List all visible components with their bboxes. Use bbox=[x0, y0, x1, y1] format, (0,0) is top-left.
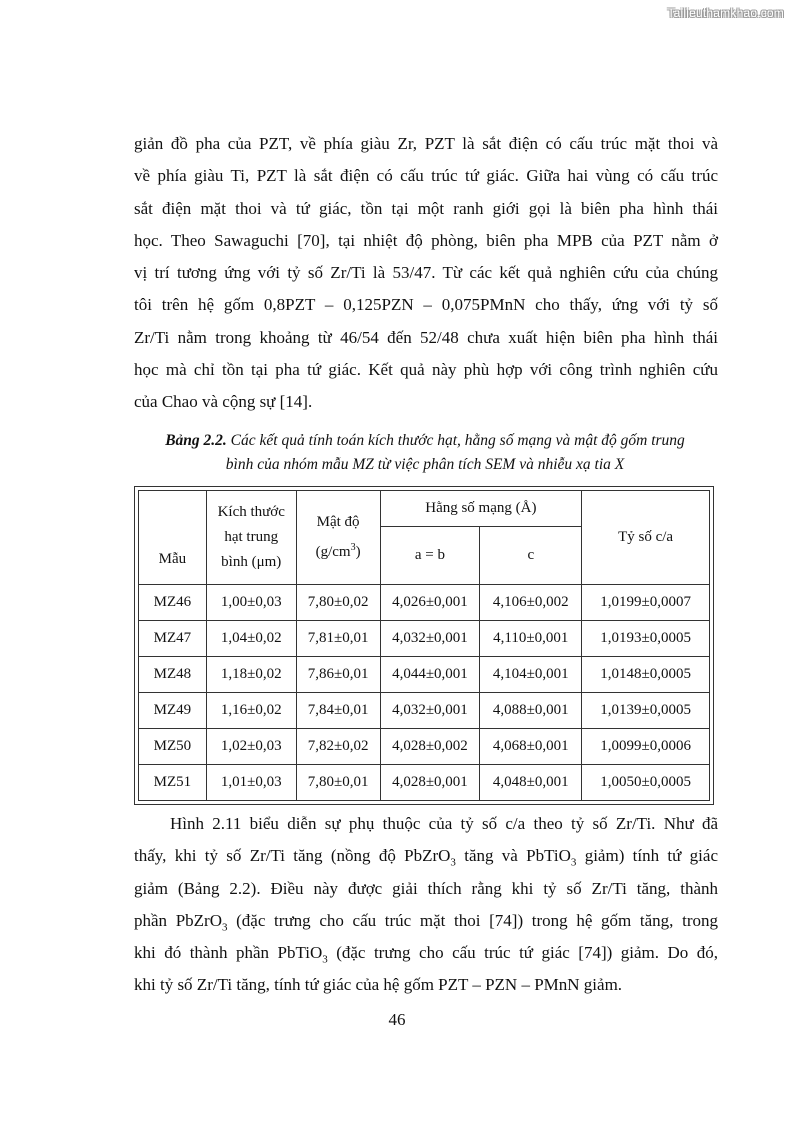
cell-ratio: 1,0193±0,0005 bbox=[582, 621, 710, 657]
cell-a: 4,044±0,001 bbox=[380, 657, 480, 693]
cell-sample: MZ46 bbox=[139, 585, 207, 621]
text-line: Zr/Ti nằm trong khoảng từ 46/54 đến 52/48 chưa xuất hiện biên pha hình thái bbox=[134, 327, 718, 347]
paragraph-1 bbox=[134, 128, 718, 419]
paragraph-2 bbox=[134, 808, 718, 1002]
cell-ratio: 1,0199±0,0007 bbox=[582, 585, 710, 621]
cell-sample: MZ47 bbox=[139, 621, 207, 657]
cell-density: 7,86±0,01 bbox=[296, 657, 380, 693]
header-density: Mật độ $(g/cm^3)$ bbox=[296, 491, 380, 585]
text-line: của Chao và cộng sự [14]. bbox=[134, 392, 313, 412]
cell-c: 4,048±0,001 bbox=[480, 765, 582, 801]
cell-grain-size: 1,16±0,02 bbox=[206, 693, 296, 729]
text-line: thấy, khi tỷ số Zr/Ti tăng (nồng độ PbZrO$_3$ tăng và PbTiO$_3$ giảm) tính tứ giác bbox=[134, 846, 718, 869]
cell-density: 7,80±0,02 bbox=[296, 585, 380, 621]
cell-grain-size: 1,00±0,03 bbox=[206, 585, 296, 621]
text-line: vị trí tương ứng với tỷ số Zr/Ti là 53/47. Từ các kết quả nghiên cứu của chúng bbox=[134, 263, 718, 283]
table-row bbox=[139, 765, 710, 801]
text-line: sắt điện mặt thoi và tứ giác, tồn tại một ranh giới gọi là biên pha hình thái bbox=[134, 198, 718, 218]
caption-line bbox=[100, 429, 750, 453]
text-line: giản đồ pha của PZT, về phía giàu Zr, PZT là sắt điện có cấu trúc mặt thoi và bbox=[134, 134, 718, 153]
table-row bbox=[139, 621, 710, 657]
text-line: học. Theo Sawaguchi [70], tại nhiệt độ phòng, biên pha MPB của PZT nằm ở bbox=[134, 230, 718, 250]
watermark: Tailieuthamkhao.com bbox=[667, 6, 784, 20]
text-line: tôi trên hệ gốm 0,8PZT – 0,125PZN – 0,075PMnN cho thấy, ứng với tỷ số bbox=[134, 295, 718, 315]
cell-density: 7,84±0,01 bbox=[296, 693, 380, 729]
text-line: khi tỷ số Zr/Ti tăng, tính tứ giác của hệ gốm PZT – PZN – PMnN giảm. bbox=[134, 975, 623, 995]
text-line: khi đó thành phần PbTiO$_3$ (đặc trưng cho cấu trúc tứ giác [74]) giảm. Do đó, bbox=[134, 943, 719, 966]
cell-ratio: 1,0148±0,0005 bbox=[582, 657, 710, 693]
cell-grain-size: 1,18±0,02 bbox=[206, 657, 296, 693]
header-a-eq-b: a = b bbox=[380, 527, 480, 585]
cell-sample: MZ50 bbox=[139, 729, 207, 765]
cell-grain-size: 1,04±0,02 bbox=[206, 621, 296, 657]
table-row bbox=[139, 693, 710, 729]
table-row bbox=[139, 729, 710, 765]
text-line: Hình 2.11 biểu diễn sự phụ thuộc của tỷ số c/a theo tỷ số Zr/Ti. Như đã bbox=[170, 814, 718, 833]
cell-grain-size: 1,02±0,03 bbox=[206, 729, 296, 765]
cell-c: 4,110±0,001 bbox=[480, 621, 582, 657]
header-c: c bbox=[480, 527, 582, 585]
table-row bbox=[139, 657, 710, 693]
results-table bbox=[138, 490, 710, 801]
text-line: giảm (Bảng 2.2). Điều này được giải thích rằng khi tỷ số Zr/Ti tăng, thành bbox=[134, 878, 718, 898]
header-sample: Mẫu bbox=[139, 491, 207, 585]
table-caption bbox=[100, 429, 750, 477]
cell-ratio: 1,0139±0,0005 bbox=[582, 693, 710, 729]
header-lattice-constant: Hằng số mạng (Å) bbox=[380, 491, 582, 527]
cell-c: 4,104±0,001 bbox=[480, 657, 582, 693]
cell-density: 7,82±0,02 bbox=[296, 729, 380, 765]
caption-line: bình của nhóm mẫu MZ từ việc phân tích SEM và nhiễu xạ tia X bbox=[225, 456, 625, 473]
page-number: 46 bbox=[388, 1010, 406, 1029]
caption-text: Các kết quả tính toán kích thước hạt, hằng số mạng và mật độ gốm trung bbox=[226, 432, 685, 449]
text-line: học mà chỉ tồn tại pha tứ giác. Kết quả này phù hợp với công trình nghiên cứu bbox=[134, 360, 718, 380]
cell-c: 4,068±0,001 bbox=[480, 729, 582, 765]
header-grain-size: Kích thước hạt trung bình (μm) bbox=[206, 491, 296, 585]
cell-density: 7,80±0,01 bbox=[296, 765, 380, 801]
cell-a: 4,028±0,002 bbox=[380, 729, 480, 765]
cell-sample: MZ48 bbox=[139, 657, 207, 693]
cell-ratio: 1,0050±0,0005 bbox=[582, 765, 710, 801]
caption-label: Bảng 2.2. bbox=[165, 432, 227, 449]
cell-sample: MZ51 bbox=[139, 765, 207, 801]
cell-density: 7,81±0,01 bbox=[296, 621, 380, 657]
cell-sample: MZ49 bbox=[139, 693, 207, 729]
cell-ratio: 1,0099±0,0006 bbox=[582, 729, 710, 765]
text-line: phần PbZrO$_3$ (đặc trưng cho cấu trúc mặt thoi [74]) trong hệ gốm tăng, trong bbox=[134, 910, 718, 934]
cell-a: 4,028±0,001 bbox=[380, 765, 480, 801]
cell-a: 4,032±0,001 bbox=[380, 621, 480, 657]
cell-a: 4,032±0,001 bbox=[380, 693, 480, 729]
cell-c: 4,088±0,001 bbox=[480, 693, 582, 729]
table-row bbox=[139, 585, 710, 621]
text-line: về phía giàu Ti, PZT là sắt điện có cấu trúc tứ giác. Giữa hai vùng có cấu trúc bbox=[134, 166, 718, 186]
cell-a: 4,026±0,001 bbox=[380, 585, 480, 621]
cell-grain-size: 1,01±0,03 bbox=[206, 765, 296, 801]
cell-c: 4,106±0,002 bbox=[480, 585, 582, 621]
header-ratio: Tỷ số c/a bbox=[582, 491, 710, 585]
